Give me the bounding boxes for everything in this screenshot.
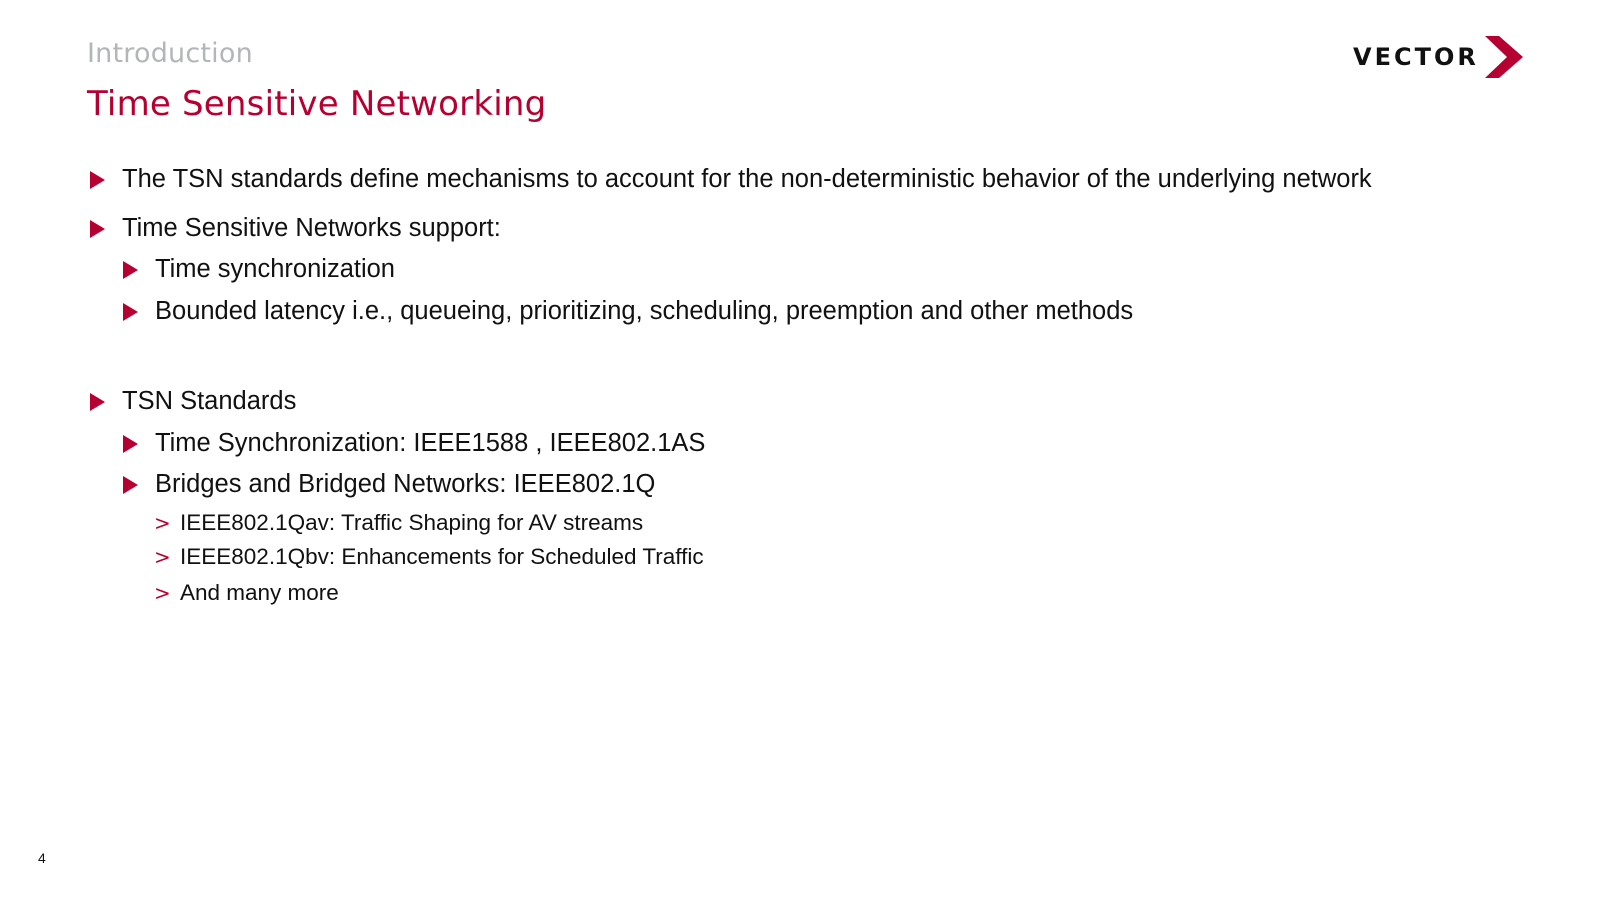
sub-bullet-item <box>123 255 395 284</box>
sub-bullet-item <box>123 429 705 458</box>
triangle-right-icon <box>90 220 105 238</box>
sub-sub-bullet-item <box>154 580 339 606</box>
bullet-item <box>90 165 1372 194</box>
bullet-text: Bounded latency i.e., queueing, prioritizing, scheduling, preemption and other methods <box>155 297 1134 325</box>
triangle-right-icon <box>123 261 138 279</box>
bullet-item <box>90 214 501 243</box>
bullet-text: Time Synchronization: IEEE1588 , IEEE802.1AS <box>155 429 706 457</box>
vector-logo <box>1353 36 1523 78</box>
chevron-right-icon: > <box>154 581 171 605</box>
bullet-text: Time Sensitive Networks support: <box>122 214 501 242</box>
bullet-text: Bridges and Bridged Networks: IEEE802.1Q <box>155 470 656 498</box>
triangle-right-icon <box>123 476 138 494</box>
chevron-right-icon: > <box>154 511 171 535</box>
bullet-item <box>90 387 296 416</box>
sub-bullet-item <box>123 297 1133 326</box>
bullet-text: IEEE802.1Qav: Traffic Shaping for AV streams <box>180 510 644 535</box>
logo-text: VECTOR <box>1353 43 1479 71</box>
bullet-text: TSN Standards <box>122 387 297 415</box>
sub-sub-bullet-item <box>154 544 704 570</box>
bullet-text: And many more <box>180 580 339 605</box>
page-number: 4 <box>38 850 46 866</box>
chevron-right-icon: > <box>154 545 171 569</box>
section-label: Introduction <box>87 38 253 69</box>
triangle-right-icon <box>90 393 105 411</box>
slide-title: Time Sensitive Networking <box>87 84 547 124</box>
triangle-right-icon <box>123 435 138 453</box>
bullet-text: The TSN standards define mechanisms to account for the non-deterministic behavior of the underlying network <box>122 165 1372 193</box>
sub-bullet-item <box>123 470 655 499</box>
bullet-text: Time synchronization <box>155 255 395 283</box>
bullet-text: IEEE802.1Qbv: Enhancements for Scheduled Traffic <box>180 544 704 569</box>
triangle-right-icon <box>123 303 138 321</box>
sub-sub-bullet-item <box>154 510 643 536</box>
vector-chevron-icon <box>1485 36 1523 78</box>
triangle-right-icon <box>90 171 105 189</box>
